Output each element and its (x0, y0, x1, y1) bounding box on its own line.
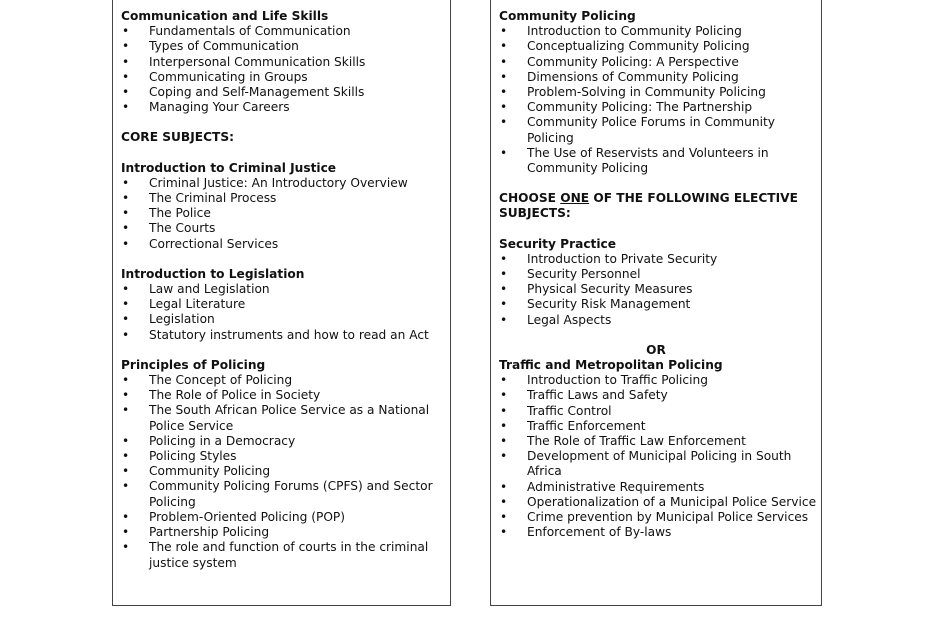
list-item: • Fundamentals of Communication (121, 24, 450, 39)
list-item: • Coping and Self-Management Skills (121, 85, 450, 100)
core-subjects-section (121, 130, 450, 251)
list-item: • The Role of Traffic Law Enforcement (499, 434, 821, 449)
list-item: • Crime prevention by Municipal Police Services (499, 510, 821, 525)
list-item: • Dimensions of Community Policing (499, 70, 821, 85)
legislation-section (121, 267, 450, 343)
list-item: • Problem-Oriented Policing (POP) (121, 510, 450, 525)
list-item: • The Police (121, 206, 450, 221)
elective-heading-emphasis: ONE (560, 191, 590, 206)
list-item: • Legislation (121, 312, 450, 327)
traffic-policing-list (499, 373, 821, 540)
community-policing-section (499, 9, 821, 176)
list-item: • Traffic Laws and Safety (499, 388, 821, 403)
list-item: • Partnership Policing (121, 525, 450, 540)
elective-heading-start: CHOOSE (499, 191, 561, 206)
list-item: • Physical Security Measures (499, 282, 821, 297)
security-practice-section (499, 237, 821, 328)
list-item: • Legal Aspects (499, 313, 821, 328)
communication-section (121, 9, 450, 115)
list-item: • Development of Municipal Policing in South Africa (499, 449, 821, 479)
list-item: • Community Police Forums in Community Policing (499, 115, 821, 145)
list-item: • Criminal Justice: An Introductory Overview (121, 176, 450, 191)
list-item: • Statutory instruments and how to read an Act (121, 328, 450, 343)
list-item: • Conceptualizing Community Policing (499, 39, 821, 54)
list-item: • Law and Legislation (121, 282, 450, 297)
list-item: • Managing Your Careers (121, 100, 450, 115)
list-item: • Operationalization of a Municipal Police Service (499, 495, 821, 510)
traffic-policing-section (499, 358, 821, 540)
left-column-panel (112, 0, 451, 606)
elective-heading (499, 191, 821, 221)
list-item: • Communicating in Groups (121, 70, 450, 85)
communication-heading: Communication and Life Skills (121, 9, 329, 23)
criminal-justice-list (121, 176, 450, 252)
list-item: • The Criminal Process (121, 191, 450, 206)
list-item: • Policing Styles (121, 449, 450, 464)
list-item: • Security Risk Management (499, 297, 821, 312)
policing-principles-heading: Principles of Policing (121, 357, 266, 372)
community-policing-heading: Community Policing (499, 9, 636, 23)
list-item: • Introduction to Private Security (499, 252, 821, 267)
list-item: • Community Policing: The Partnership (499, 100, 821, 115)
policing-principles-list (121, 373, 450, 571)
list-item: • Community Policing: A Perspective (499, 55, 821, 70)
or-divider: OR (646, 342, 666, 357)
legislation-list (121, 282, 450, 343)
community-policing-list (499, 24, 821, 176)
list-item: • Introduction to Traffic Policing (499, 373, 821, 388)
list-item: • Correctional Services (121, 237, 450, 252)
list-item: • Interpersonal Communication Skills (121, 55, 450, 70)
list-item: • Security Personnel (499, 267, 821, 282)
security-practice-list (499, 252, 821, 328)
security-practice-heading: Security Practice (499, 236, 617, 251)
list-item: • Problem-Solving in Community Policing (499, 85, 821, 100)
list-item: • Legal Literature (121, 297, 450, 312)
list-item: • Community Policing Forums (CPFS) and Sector Policing (121, 479, 450, 509)
communication-list (121, 24, 450, 115)
criminal-justice-heading: Introduction to Criminal Justice (121, 160, 337, 175)
legislation-heading: Introduction to Legislation (121, 266, 305, 281)
traffic-policing-heading: Traffic and Metropolitan Policing (499, 358, 723, 373)
list-item: • The South African Police Service as a National Police Service (121, 403, 450, 433)
right-column-panel (490, 0, 822, 606)
elective-section (499, 191, 821, 221)
core-subjects-heading: CORE SUBJECTS: (121, 130, 234, 145)
list-item: • Community Policing (121, 464, 450, 479)
list-item: • The Use of Reservists and Volunteers in Community Policing (499, 146, 821, 176)
list-item: • The role and function of courts in the criminal justice system (121, 540, 450, 570)
list-item: • Types of Communication (121, 39, 450, 54)
list-item: • Introduction to Community Policing (499, 24, 821, 39)
elective-heading-end: OF THE FOLLOWING ELECTIVE SUBJECTS: (499, 191, 798, 221)
list-item: • Traffic Control (499, 404, 821, 419)
list-item: • Administrative Requirements (499, 480, 821, 495)
list-item: • Policing in a Democracy (121, 434, 450, 449)
list-item: • Enforcement of By-laws (499, 525, 821, 540)
list-item: • The Courts (121, 221, 450, 236)
list-item: • The Concept of Policing (121, 373, 450, 388)
policing-principles-section (121, 358, 450, 571)
list-item: • The Role of Police in Society (121, 388, 450, 403)
list-item: • Traffic Enforcement (499, 419, 821, 434)
